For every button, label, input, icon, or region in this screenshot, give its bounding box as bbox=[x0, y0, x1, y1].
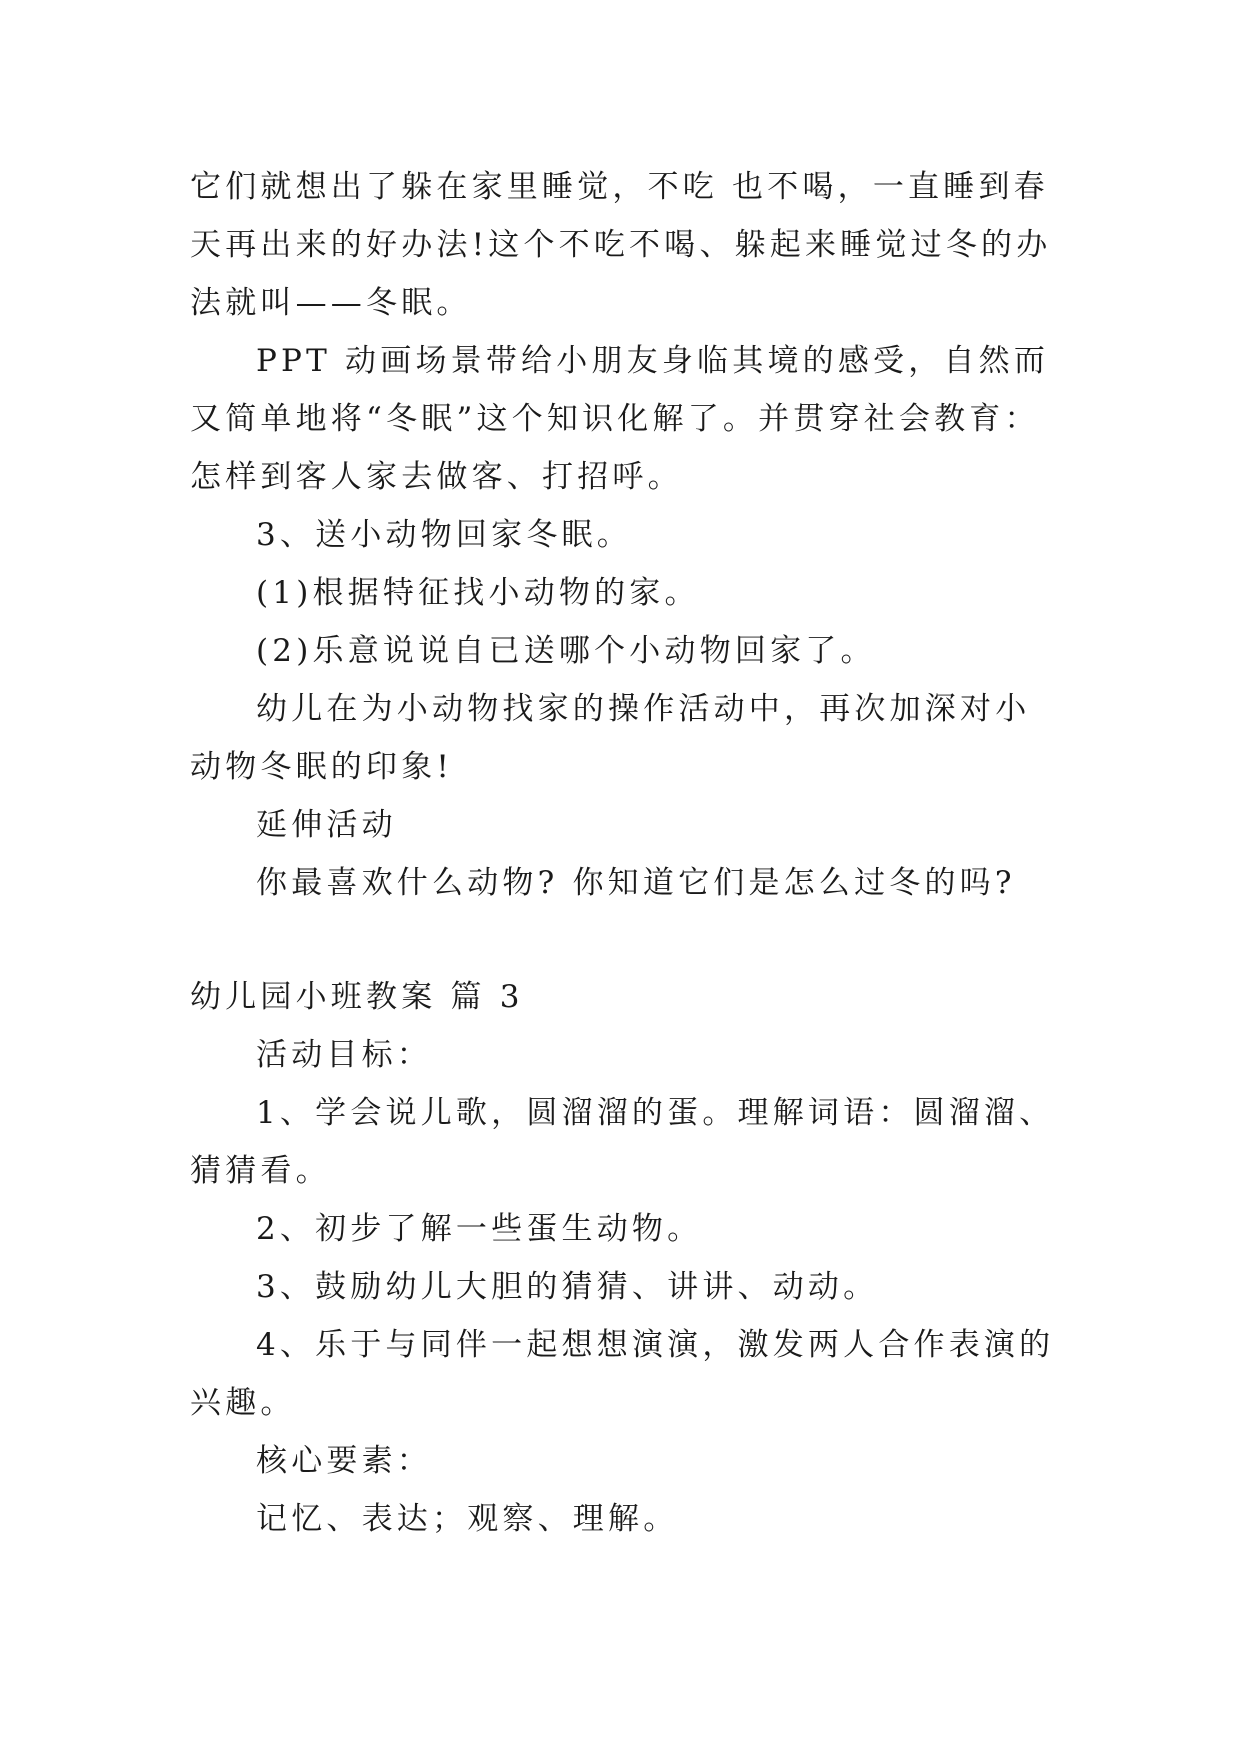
paragraph-goal-1: 1、学会说儿歌，圆溜溜的蛋。理解词语：圆溜溜、猜猜看。 bbox=[190, 1095, 1055, 1189]
section-gap bbox=[190, 912, 1060, 968]
paragraph-ppt-animation: PPT 动画场景带给小朋友身临其境的感受，自然而又简单地将“冬眠”这个知识化解了。并贯穿社会教育：怎样到客人家去做客、打招呼。 bbox=[190, 343, 1050, 495]
paragraph-step-3-2: (2)乐意说说自已送哪个小动物回家了。 bbox=[256, 633, 876, 669]
paragraph-operation-activity: 幼儿在为小动物找家的操作活动中，再次加深对小动物冬眠的印象! bbox=[190, 691, 1031, 785]
paragraph-goal-2: 2、初步了解一些蛋生动物。 bbox=[256, 1211, 703, 1247]
paragraph-core-elements: 记忆、表达；观察、理解。 bbox=[256, 1501, 679, 1537]
paragraph-core-elements-heading: 核心要素： bbox=[256, 1443, 432, 1479]
section-title: 幼儿园小班教案 篇 3 bbox=[190, 979, 524, 1015]
paragraph-step-3: 3、送小动物回家冬眠。 bbox=[256, 517, 632, 553]
paragraph-extension-heading: 延伸活动 bbox=[256, 807, 397, 843]
paragraph-winter-sleep-intro: 它们就想出了躲在家里睡觉，不吃 也不喝，一直睡到春天再出来的好办法!这个不吃不喝、躲起来睡觉过冬的办法就叫——冬眠。 bbox=[190, 169, 1052, 321]
paragraph-goal-3: 3、鼓励幼儿大胆的猜猜、讲讲、动动。 bbox=[256, 1269, 879, 1305]
paragraph-extension-question: 你最喜欢什么动物? 你知道它们是怎么过冬的吗? bbox=[256, 865, 1016, 901]
document-page bbox=[190, 158, 1060, 1548]
paragraph-goals-heading: 活动目标： bbox=[256, 1037, 432, 1073]
paragraph-step-3-1: (1)根据特征找小动物的家。 bbox=[256, 575, 700, 611]
paragraph-goal-4: 4、乐于与同伴一起想想演演，激发两人合作表演的兴趣。 bbox=[190, 1327, 1055, 1421]
